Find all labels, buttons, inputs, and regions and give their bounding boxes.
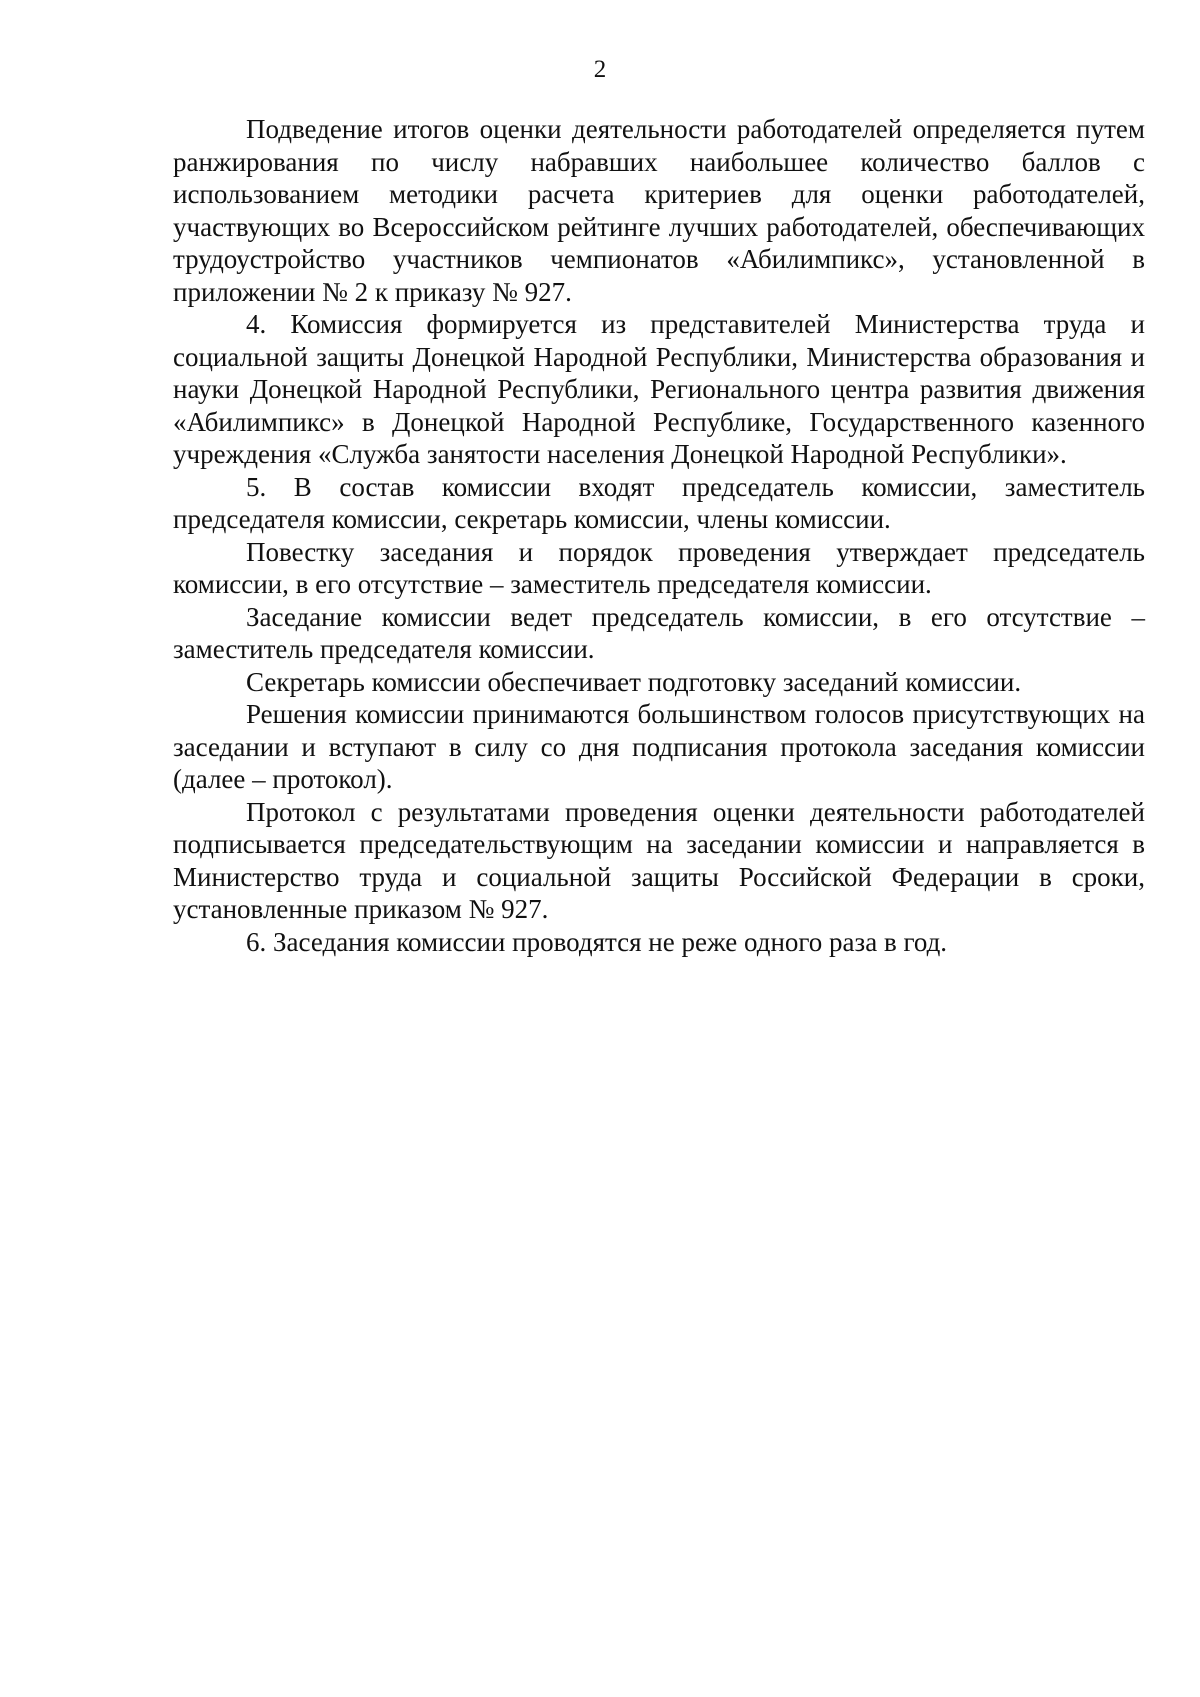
paragraph-protocol: Протокол с результатами проведения оценки деятельности работодателей подписывается председательствующим на заседании комиссии и направляется в Министерство труда и социальной защиты Российской Федерации в сроки, установленные приказом № 927. [173,796,1145,924]
paragraph-secretary-duties: Секретарь комиссии обеспечивает подготовку заседаний комиссии. [246,666,1022,697]
page-number: 2 [593,56,607,83]
document-body [173,113,1145,958]
paragraph-5-commission-composition: 5. В состав комиссии входят председатель комиссии, заместитель председателя комиссии, секретарь комиссии, члены комиссии. [173,471,1145,534]
paragraph-meeting-chair: Заседание комиссии ведет председатель комиссии, в его отсутствие – заместитель председателя комиссии. [173,601,1145,664]
paragraph-6-meeting-frequency: 6. Заседания комиссии проводятся не реже одного раза в год. [246,926,948,957]
paragraph-decisions: Решения комиссии принимаются большинством голосов присутствующих на заседании и вступают в силу со дня подписания протокола заседания комиссии (далее – протокол). [173,699,1145,794]
paragraph-agenda-approval: Повестку заседания и порядок проведения утверждает председатель комиссии, в его отсутствие – заместитель председателя комиссии. [173,536,1145,599]
paragraph-4-commission-formation: 4. Комиссия формируется из представителей Министерства труда и социальной защиты Донецкой Народной Республики, Министерства образования и науки Донецкой Народной Республики, Регионального центра развития движения «Абилимпикс» в Донецкой Народной Республике, Государственного казенного учреждения «Служба занятости населения Донецкой Народной Республики». [173,309,1145,469]
paragraph-results-ranking: Подведение итогов оценки деятельности работодателей определяется путем ранжирования по числу набравших наибольшее количество баллов с использованием методики расчета критериев для оценки работодателей, участвующих во Всероссийском рейтинге лучших работодателей, обеспечивающих трудоустройство участников чемпионатов «Абилимпикс», установленной в приложении № 2 к приказу № 927. [173,114,1145,307]
